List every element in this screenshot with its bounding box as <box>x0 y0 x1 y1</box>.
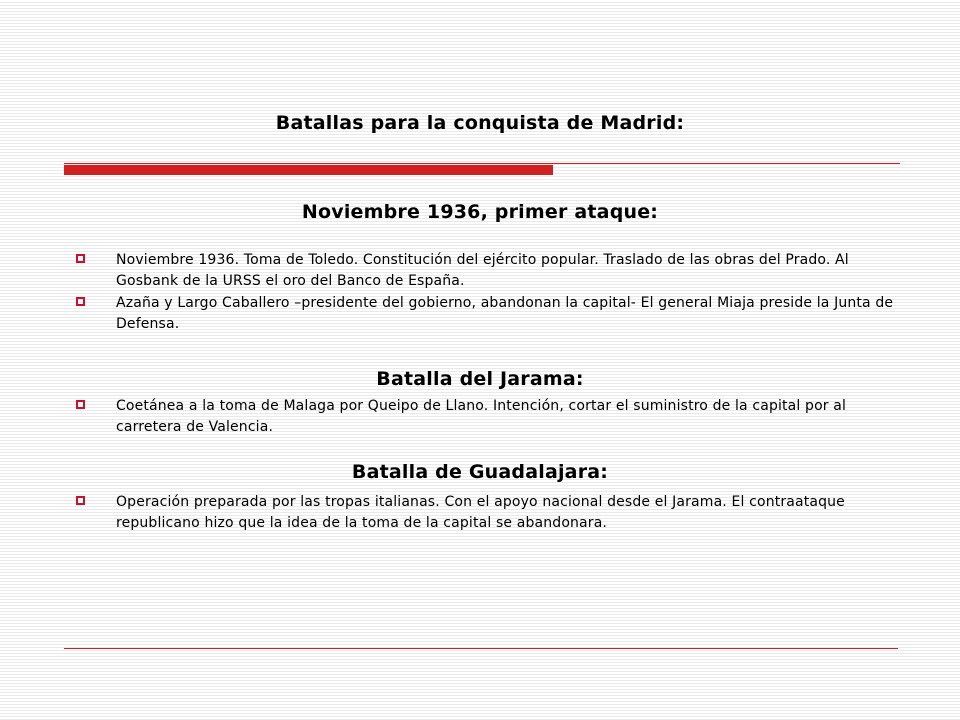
list-item-text: Operación preparada por las tropas italianas. Con el apoyo nacional desde el Jarama. El contraataque republicano hizo que la idea de la toma de la capital se abandonara. <box>116 494 845 531</box>
slide-title: Batallas para la conquista de Madrid: <box>275 112 685 134</box>
list-item <box>76 250 902 292</box>
hollow-square-icon <box>76 496 85 505</box>
list-item <box>76 293 902 335</box>
divider-thin-top <box>64 163 900 164</box>
list-item-text: Azaña y Largo Caballero –presidente del gobierno, abandonan la capital- El general Miaja preside la Junta de Defensa. <box>116 295 894 332</box>
list-item-text: Noviembre 1936. Toma de Toledo. Constitución del ejército popular. Traslado de las obras del Prado. Al Gosbank de la URSS el oro del Banco de España. <box>116 252 849 289</box>
section-heading-jarama: Batalla del Jarama: <box>376 368 584 390</box>
hollow-square-icon <box>76 400 85 409</box>
list-item <box>76 396 902 438</box>
section-heading-guadalajara: Batalla de Guadalajara: <box>351 461 609 483</box>
section-heading-primer-ataque: Noviembre 1936, primer ataque: <box>301 201 659 223</box>
hollow-square-icon <box>76 254 85 263</box>
hollow-square-icon <box>76 297 85 306</box>
divider-thin-bottom <box>64 648 898 649</box>
divider-thick-red <box>64 165 553 175</box>
list-item <box>76 492 902 534</box>
list-item-text: Coetánea a la toma de Malaga por Queipo de Llano. Intención, cortar el suministro de la capital por al carretera de Valencia. <box>116 398 847 435</box>
